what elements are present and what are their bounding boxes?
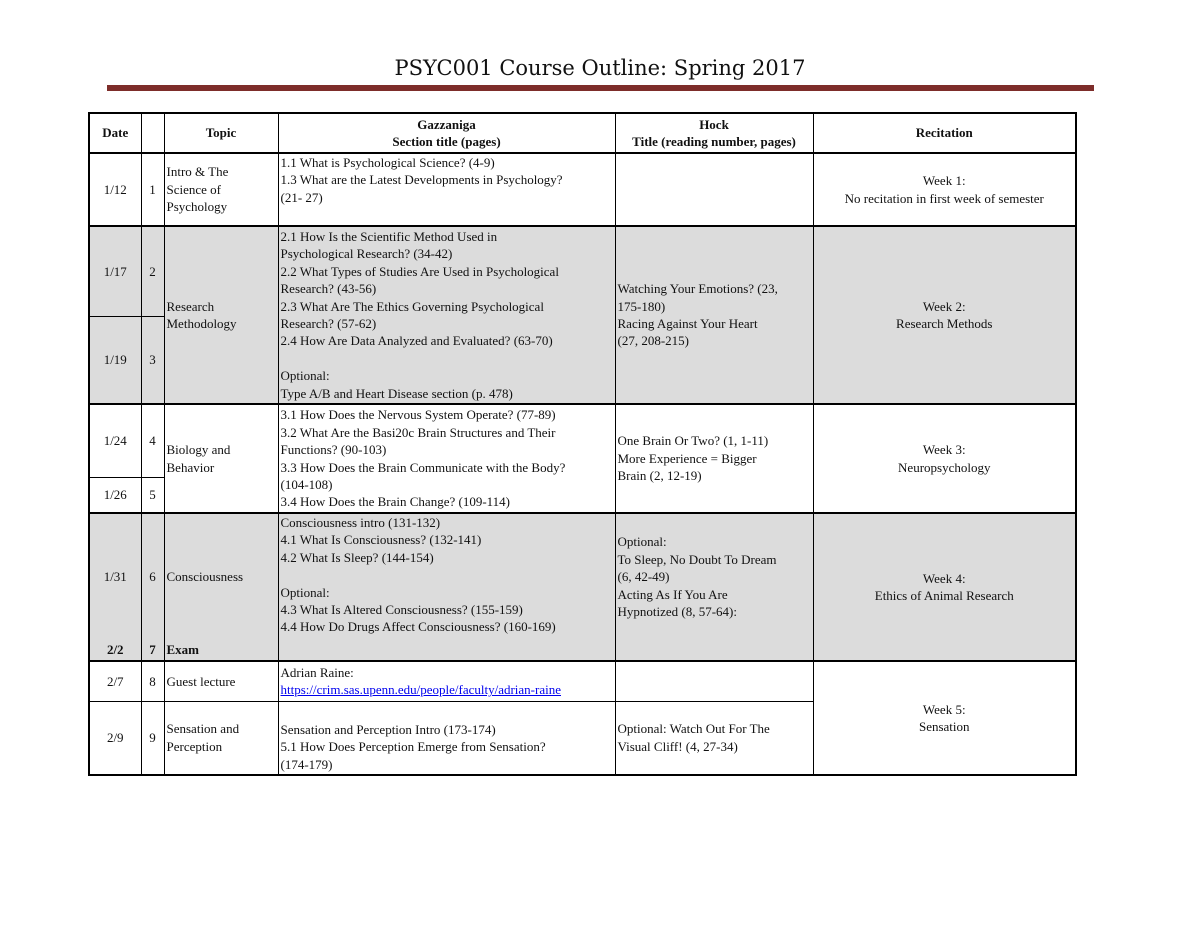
reading-line: Watching Your Emotions? (23, xyxy=(617,281,778,297)
header-hock-sub: Title (reading number, pages) xyxy=(632,134,796,149)
reading-line: 4.3 What Is Altered Consciousness? (155-159) xyxy=(280,602,523,618)
reading-line: 2.2 What Types of Studies Are Used in Psychological xyxy=(280,263,559,279)
topic-cell xyxy=(164,513,278,640)
lecture-number: 1 xyxy=(141,153,164,226)
table-row xyxy=(89,404,1076,477)
reading-line: Brain (2, 12-19) xyxy=(617,468,702,484)
reading-line: More Experience = Bigger xyxy=(617,450,757,466)
reading-line: (27, 208-215) xyxy=(617,333,689,349)
date-cell: 1/24 xyxy=(89,404,141,477)
reading-line: 2.4 How Are Data Analyzed and Evaluated? (63-70) xyxy=(280,333,553,349)
date-cell: 1/17 xyxy=(89,226,141,316)
date-cell: 2/9 xyxy=(89,701,141,775)
recitation-cell xyxy=(813,153,1076,226)
recitation-week: Week 3: xyxy=(922,442,966,458)
reading-line: Optional: xyxy=(280,584,330,600)
date-cell: 1/31 xyxy=(89,513,141,640)
course-outline-table xyxy=(88,112,1077,776)
recitation-topic: Sensation xyxy=(918,719,970,734)
gazzaniga-cell xyxy=(278,153,615,226)
header-hock-title: Hock xyxy=(699,116,729,132)
guest-link-line xyxy=(281,681,613,698)
header-date: Date xyxy=(89,113,141,153)
reading-line: Type A/B and Heart Disease section (p. 478) xyxy=(280,385,513,401)
topic-line: Intro & The xyxy=(166,164,229,180)
table-row xyxy=(89,226,1076,316)
header-recitation: Recitation xyxy=(813,113,1076,153)
reading-line: Consciousness intro (131-132) xyxy=(280,515,441,530)
recitation-week: Week 4: xyxy=(922,570,966,586)
recitation-week: Week 5: xyxy=(922,701,966,717)
topic-line: Sensation and xyxy=(166,721,240,737)
topic-cell xyxy=(164,226,278,404)
date-cell: 2/7 xyxy=(89,661,141,701)
reading-line: 4.2 What Is Sleep? (144-154) xyxy=(280,549,434,565)
table-row xyxy=(89,513,1076,640)
reading-line: 175-180) xyxy=(617,298,666,314)
recitation-week: Week 2: xyxy=(922,298,966,314)
topic-line: Perception xyxy=(166,738,223,754)
topic-line: Biology and xyxy=(166,442,231,458)
reading-line: Racing Against Your Heart xyxy=(617,316,758,331)
header-gazzaniga-sub: Section title (pages) xyxy=(392,134,501,149)
reading-line: (21- 27) xyxy=(280,189,323,205)
topic-cell xyxy=(164,153,278,226)
lecture-number: 9 xyxy=(141,701,164,775)
lecture-number: 5 xyxy=(141,477,164,513)
lecture-number: 7 xyxy=(141,640,164,661)
recitation-cell xyxy=(813,226,1076,404)
header-gazzaniga-title: Gazzaniga xyxy=(417,116,476,132)
date-cell: 1/26 xyxy=(89,477,141,513)
hock-cell xyxy=(615,640,813,661)
reading-line: 2.1 How Is the Scientific Method Used in xyxy=(280,228,498,244)
reading-line: 3.1 How Does the Nervous System Operate? (77-89) xyxy=(280,407,556,423)
recitation-cell xyxy=(813,661,1076,775)
gazzaniga-cell xyxy=(278,701,615,775)
reading-line: 4.4 How Do Drugs Affect Consciousness? (160-169) xyxy=(280,619,556,635)
recitation-topic: No recitation in first week of semester xyxy=(844,190,1044,206)
gazzaniga-cell xyxy=(278,226,615,404)
table-row xyxy=(89,153,1076,226)
reading-line: 3.3 How Does the Brain Communicate with the Body? xyxy=(280,459,566,475)
hock-cell xyxy=(615,153,813,226)
spacer xyxy=(281,566,613,583)
reading-line: Research? (43-56) xyxy=(280,281,377,297)
reading-line: Optional: xyxy=(280,368,330,384)
reading-line: 4.1 What Is Consciousness? (132-141) xyxy=(280,532,482,548)
reading-line: Visual Cliff! (4, 27-34) xyxy=(617,738,738,754)
reading-line: 1.3 What are the Latest Developments in Psychology? xyxy=(280,172,563,188)
header-number xyxy=(141,113,164,153)
recitation-topic: Research Methods xyxy=(896,316,993,331)
date-cell: 1/19 xyxy=(89,316,141,404)
reading-line: Functions? (90-103) xyxy=(280,442,387,458)
topic-line: Guest lecture xyxy=(166,673,236,689)
date-cell: 2/2 xyxy=(89,640,141,661)
recitation-cell xyxy=(813,404,1076,513)
lecture-number: 8 xyxy=(141,661,164,701)
hock-cell xyxy=(615,226,813,404)
gazzaniga-cell xyxy=(278,661,615,701)
header-row xyxy=(89,113,1076,153)
hock-cell xyxy=(615,661,813,701)
recitation-cell xyxy=(813,513,1076,661)
hock-cell xyxy=(615,701,813,775)
reading-line: Optional: xyxy=(617,534,667,550)
header-gazzaniga xyxy=(278,113,615,153)
lecture-number: 3 xyxy=(141,316,164,404)
reading-line: 3.4 How Does the Brain Change? (109-114) xyxy=(280,494,510,510)
reading-line: Sensation and Perception Intro (173-174) xyxy=(280,721,496,737)
reading-line: 1.1 What is Psychological Science? (4-9) xyxy=(280,155,495,170)
reading-line: (6, 42-49) xyxy=(617,569,670,585)
header-topic: Topic xyxy=(164,113,278,153)
topic-line: Methodology xyxy=(166,316,237,331)
reading-line: Optional: Watch Out For The xyxy=(617,721,770,737)
topic-line: Science of xyxy=(166,181,222,197)
recitation-topic: Neuropsychology xyxy=(898,459,991,475)
reading-line: (174-179) xyxy=(280,756,333,772)
gazzaniga-cell xyxy=(278,404,615,513)
gazzaniga-cell xyxy=(278,640,615,661)
page-title: PSYC001 Course Outline: Spring 2017 xyxy=(394,56,806,80)
reading-line: Psychological Research? (34-42) xyxy=(280,246,453,262)
hock-cell xyxy=(615,404,813,513)
reading-line: 2.3 What Are The Ethics Governing Psychological xyxy=(280,298,544,314)
lecture-number: 6 xyxy=(141,513,164,640)
recitation-week: Week 1: xyxy=(922,173,966,189)
guest-lecturer-link[interactable]: https://crim.sas.upenn.edu/people/faculty/adrian-raine xyxy=(280,682,561,698)
header-hock xyxy=(615,113,813,153)
hock-cell xyxy=(615,513,813,640)
recitation-topic: Ethics of Animal Research xyxy=(874,588,1014,603)
topic-line: Psychology xyxy=(166,199,228,215)
table-row xyxy=(89,661,1076,701)
reading-line: Hypnotized (8, 57-64): xyxy=(617,604,738,620)
reading-line: Research? (57-62) xyxy=(280,316,377,331)
topic-cell xyxy=(164,701,278,775)
reading-line: 5.1 How Does Perception Emerge from Sensation? xyxy=(280,739,546,755)
reading-line: Adrian Raine: xyxy=(280,664,354,680)
topic-line: Research xyxy=(166,298,215,314)
reading-line: One Brain Or Two? (1, 1-11) xyxy=(617,433,769,449)
topic-line: Consciousness xyxy=(166,569,244,585)
exam-label: Exam xyxy=(164,640,278,661)
reading-line: 3.2 What Are the Basi20c Brain Structures and Their xyxy=(280,424,556,440)
reading-line: Acting As If You Are xyxy=(617,586,728,602)
topic-line: Behavior xyxy=(166,459,215,475)
reading-line: To Sleep, No Doubt To Dream xyxy=(617,551,777,567)
title-divider xyxy=(107,85,1094,91)
topic-cell xyxy=(164,661,278,701)
lecture-number: 2 xyxy=(141,226,164,316)
gazzaniga-cell xyxy=(278,513,615,640)
lecture-number: 4 xyxy=(141,404,164,477)
topic-cell xyxy=(164,404,278,513)
date-cell: 1/12 xyxy=(89,153,141,226)
reading-line: (104-108) xyxy=(280,476,333,492)
spacer xyxy=(281,350,613,367)
